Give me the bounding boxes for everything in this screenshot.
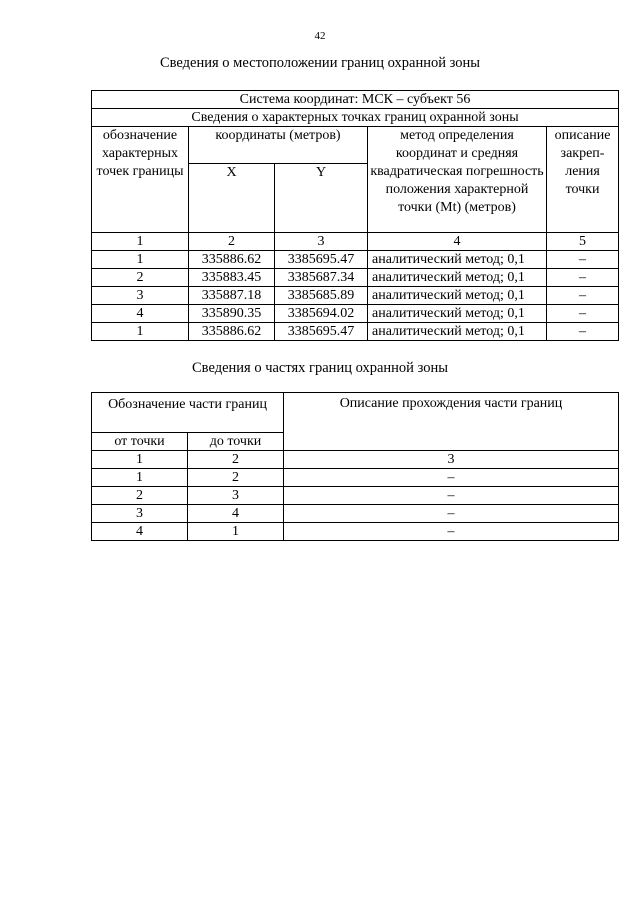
column-number: 1 xyxy=(92,233,189,251)
from-cell: 1 xyxy=(92,469,188,487)
header-from: от точки xyxy=(92,433,188,451)
coordinate-system-cell: Система координат: МСК – субъект 56 xyxy=(92,91,619,109)
header-y: Y xyxy=(275,164,368,233)
y-cell: 3385694.02 xyxy=(275,305,368,323)
page-number: 42 xyxy=(314,30,326,42)
point-cell: 1 xyxy=(92,323,189,341)
from-cell: 3 xyxy=(92,505,188,523)
method-cell: аналитический метод; 0,1 xyxy=(368,251,547,269)
header-fixing: описание закреп-ления точки xyxy=(547,127,619,233)
description-cell: – xyxy=(284,469,619,487)
column-number: 1 xyxy=(92,451,188,469)
description-cell: – xyxy=(284,487,619,505)
column-number: 2 xyxy=(188,451,284,469)
to-cell: 1 xyxy=(188,523,284,541)
header-part-designation: Обозначение части границ xyxy=(92,393,284,433)
fixing-cell: – xyxy=(547,287,619,305)
column-number: 5 xyxy=(547,233,619,251)
to-cell: 3 xyxy=(188,487,284,505)
column-number: 2 xyxy=(189,233,275,251)
table-row xyxy=(92,487,619,505)
point-cell: 4 xyxy=(92,305,189,323)
fixing-cell: – xyxy=(547,323,619,341)
table-row xyxy=(92,269,619,287)
table-row xyxy=(92,287,619,305)
fixing-cell: – xyxy=(547,305,619,323)
fixing-cell: – xyxy=(547,269,619,287)
header-point-designation: обозначение характерных точек границы xyxy=(92,127,189,233)
x-cell: 335886.62 xyxy=(189,323,275,341)
to-cell: 4 xyxy=(188,505,284,523)
column-numbers-row xyxy=(92,451,619,469)
from-cell: 2 xyxy=(92,487,188,505)
table-row xyxy=(92,305,619,323)
method-cell: аналитический метод; 0,1 xyxy=(368,287,547,305)
table-row xyxy=(92,505,619,523)
section-title-parts: Сведения о частях границ охранной зоны xyxy=(192,360,448,376)
to-cell: 2 xyxy=(188,469,284,487)
table-subtitle-cell: Сведения о характерных точках границ охранной зоны xyxy=(92,109,619,127)
y-cell: 3385687.34 xyxy=(275,269,368,287)
header-coordinates: координаты (метров) xyxy=(189,127,368,164)
x-cell: 335886.62 xyxy=(189,251,275,269)
x-cell: 335890.35 xyxy=(189,305,275,323)
point-cell: 3 xyxy=(92,287,189,305)
description-cell: – xyxy=(284,505,619,523)
point-cell: 1 xyxy=(92,251,189,269)
point-cell: 2 xyxy=(92,269,189,287)
column-number: 3 xyxy=(284,451,619,469)
from-cell: 4 xyxy=(92,523,188,541)
method-cell: аналитический метод; 0,1 xyxy=(368,323,547,341)
x-cell: 335883.45 xyxy=(189,269,275,287)
boundary-parts-table xyxy=(91,392,619,541)
y-cell: 3385695.47 xyxy=(275,323,368,341)
header-to: до точки xyxy=(188,433,284,451)
header-description: Описание прохождения части границ xyxy=(284,393,619,451)
table-row xyxy=(92,323,619,341)
x-cell: 335887.18 xyxy=(189,287,275,305)
section-title-boundaries: Сведения о местоположении границ охранной зоны xyxy=(159,55,480,71)
fixing-cell: – xyxy=(547,251,619,269)
column-number: 4 xyxy=(368,233,547,251)
column-numbers-row xyxy=(92,233,619,251)
table-row xyxy=(92,523,619,541)
column-number: 3 xyxy=(275,233,368,251)
y-cell: 3385695.47 xyxy=(275,251,368,269)
method-cell: аналитический метод; 0,1 xyxy=(368,269,547,287)
header-method: метод определения координат и средняя квадратическая погрешность положения характерной точки (Mt) (метров) xyxy=(368,127,547,233)
description-cell: – xyxy=(284,523,619,541)
table-row xyxy=(92,469,619,487)
table-row xyxy=(92,251,619,269)
method-cell: аналитический метод; 0,1 xyxy=(368,305,547,323)
header-x: X xyxy=(189,164,275,233)
y-cell: 3385685.89 xyxy=(275,287,368,305)
characteristic-points-table xyxy=(91,90,619,341)
